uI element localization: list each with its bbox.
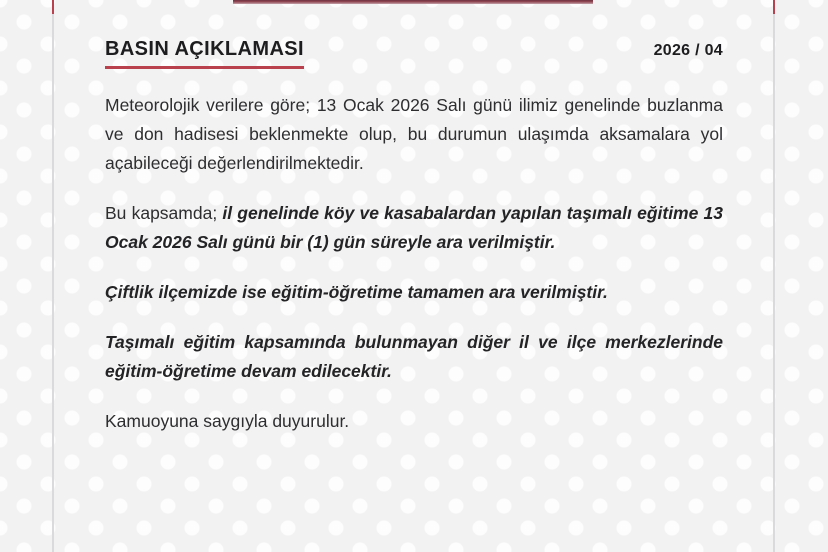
right-border-rule xyxy=(773,0,775,552)
paragraph-ciftlik-district: Çiftlik ilçemizde ise eğitim-öğretime tamamen ara verilmiştir. xyxy=(105,282,608,302)
content-area xyxy=(105,0,723,457)
document-number: 2026 / 04 xyxy=(653,42,723,59)
paragraph-weather-warning: Meteorolojik verilere göre; 13 Ocak 2026 Salı günü ilimiz genelinde buzlanma ve don hadisesi beklenmekte olup, bu durumun ulaşımda aksamalara yol açabileceği değerlendirilmektedir. xyxy=(105,95,723,173)
page-title: BASIN AÇIKLAMASI xyxy=(105,38,304,69)
paragraph-closing: Kamuoyuna saygıyla duyurulur. xyxy=(105,411,350,431)
paragraph-other-districts: Taşımalı eğitim kapsamında bulunmayan diğer il ve ilçe merkezlerinde eğitim-öğretime devam edilecektir. xyxy=(105,332,723,381)
paragraph-emphasis-text: il genelinde köy ve kasabalardan yapılan taşımalı eğitime 13 Ocak 2026 Salı günü bir (1) gün süreyle ara verilmiştir. xyxy=(105,203,724,252)
paragraph-transported-education xyxy=(105,199,723,257)
header-row xyxy=(105,38,723,69)
left-border-rule xyxy=(52,0,54,552)
paragraph-lead-text: Bu kapsamda; xyxy=(105,203,223,223)
